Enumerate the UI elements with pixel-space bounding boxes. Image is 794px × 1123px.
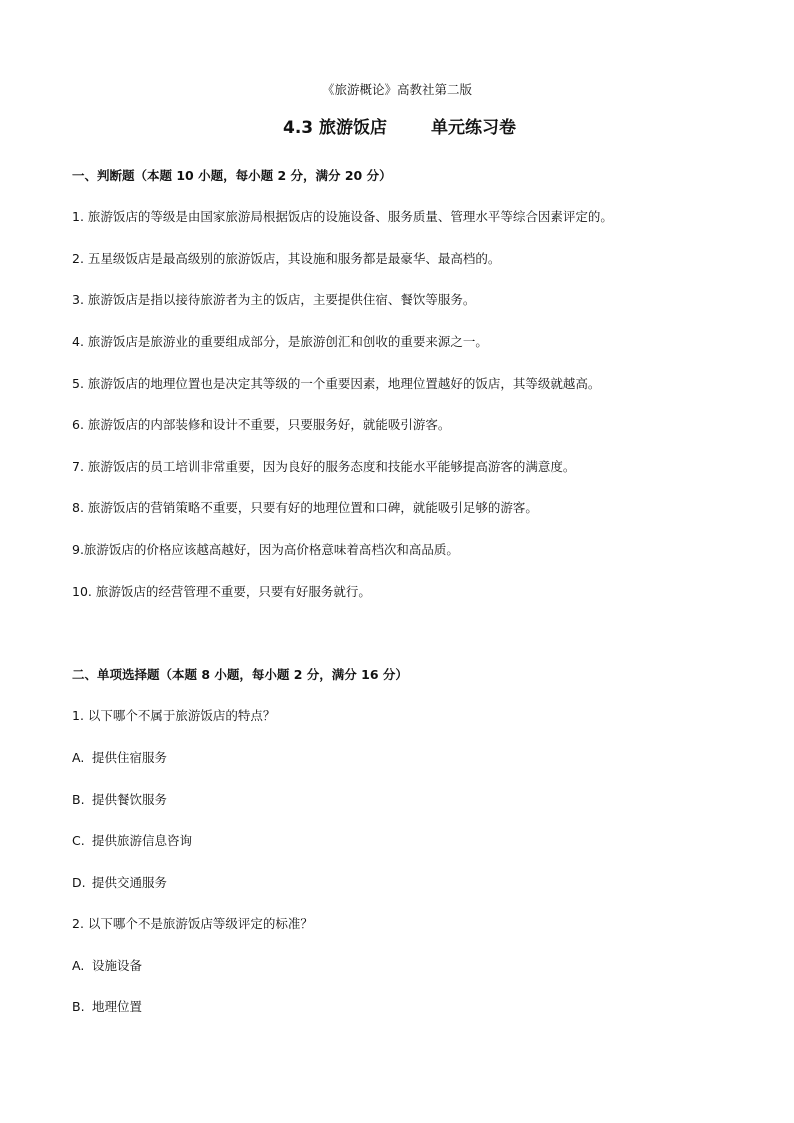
answer-option (72, 958, 142, 974)
option-text: 提供住宿服务 (92, 750, 168, 765)
true-false-item: 9.旅游饭店的价格应该越高越好，因为高价格意味着高档次和高品质。 (72, 542, 459, 557)
true-false-item: 3. 旅游饭店是指以接待旅游者为主的饭店，主要提供住宿、餐饮等服务。 (72, 292, 476, 307)
answer-option (72, 999, 142, 1015)
true-false-item: 8. 旅游饭店的营销策略不重要，只要有好的地理位置和口碑，就能吸引足够的游客。 (72, 500, 538, 515)
true-false-item: 6. 旅游饭店的内部装修和设计不重要，只要服务好，就能吸引游客。 (72, 417, 451, 432)
title-number: 4.3 旅游饭店 (283, 118, 388, 138)
option-letter: B. (72, 792, 85, 807)
answer-option (72, 875, 167, 891)
true-false-item: 7. 旅游饭店的员工培训非常重要，因为良好的服务态度和技能水平能够提高游客的满意度。 (72, 459, 576, 474)
option-text: 地理位置 (92, 999, 143, 1014)
answer-option (72, 833, 192, 849)
option-letter: A. (72, 958, 85, 973)
document-title (283, 118, 516, 138)
answer-option (72, 750, 167, 766)
title-suffix: 单元练习卷 (431, 118, 517, 138)
option-letter: A. (72, 750, 85, 765)
answer-option (72, 792, 167, 808)
section-heading-true-false: 一、判断题（本题 10 小题，每小题 2 分，满分 20 分） (72, 168, 392, 183)
option-letter: C. (72, 833, 85, 848)
document-subtitle: 《旅游概论》高教社第二版 (321, 82, 472, 97)
true-false-item: 5. 旅游饭店的地理位置也是决定其等级的一个重要因素，地理位置越好的饭店，其等级就越高。 (72, 376, 601, 391)
option-text: 提供交通服务 (92, 875, 168, 890)
option-letter: D. (72, 875, 86, 890)
true-false-item: 2. 五星级饭店是最高级别的旅游饭店，其设施和服务都是最豪华、最高档的。 (72, 251, 501, 266)
question-stem: 2. 以下哪个不是旅游饭店等级评定的标准？ (72, 916, 313, 931)
section-heading-single-choice: 二、单项选择题（本题 8 小题，每小题 2 分，满分 16 分） (72, 667, 408, 682)
question-stem: 1. 以下哪个不属于旅游饭店的特点？ (72, 708, 276, 723)
option-text: 提供旅游信息咨询 (92, 833, 193, 848)
true-false-item: 1. 旅游饭店的等级是由国家旅游局根据饭店的设施设备、服务质量、管理水平等综合因素评定的。 (72, 209, 613, 224)
true-false-item: 4. 旅游饭店是旅游业的重要组成部分，是旅游创汇和创收的重要来源之一。 (72, 334, 488, 349)
option-text: 提供餐饮服务 (92, 792, 168, 807)
option-letter: B. (72, 999, 85, 1014)
option-text: 设施设备 (92, 958, 143, 973)
true-false-item: 10. 旅游饭店的经营管理不重要，只要有好服务就行。 (72, 584, 371, 599)
